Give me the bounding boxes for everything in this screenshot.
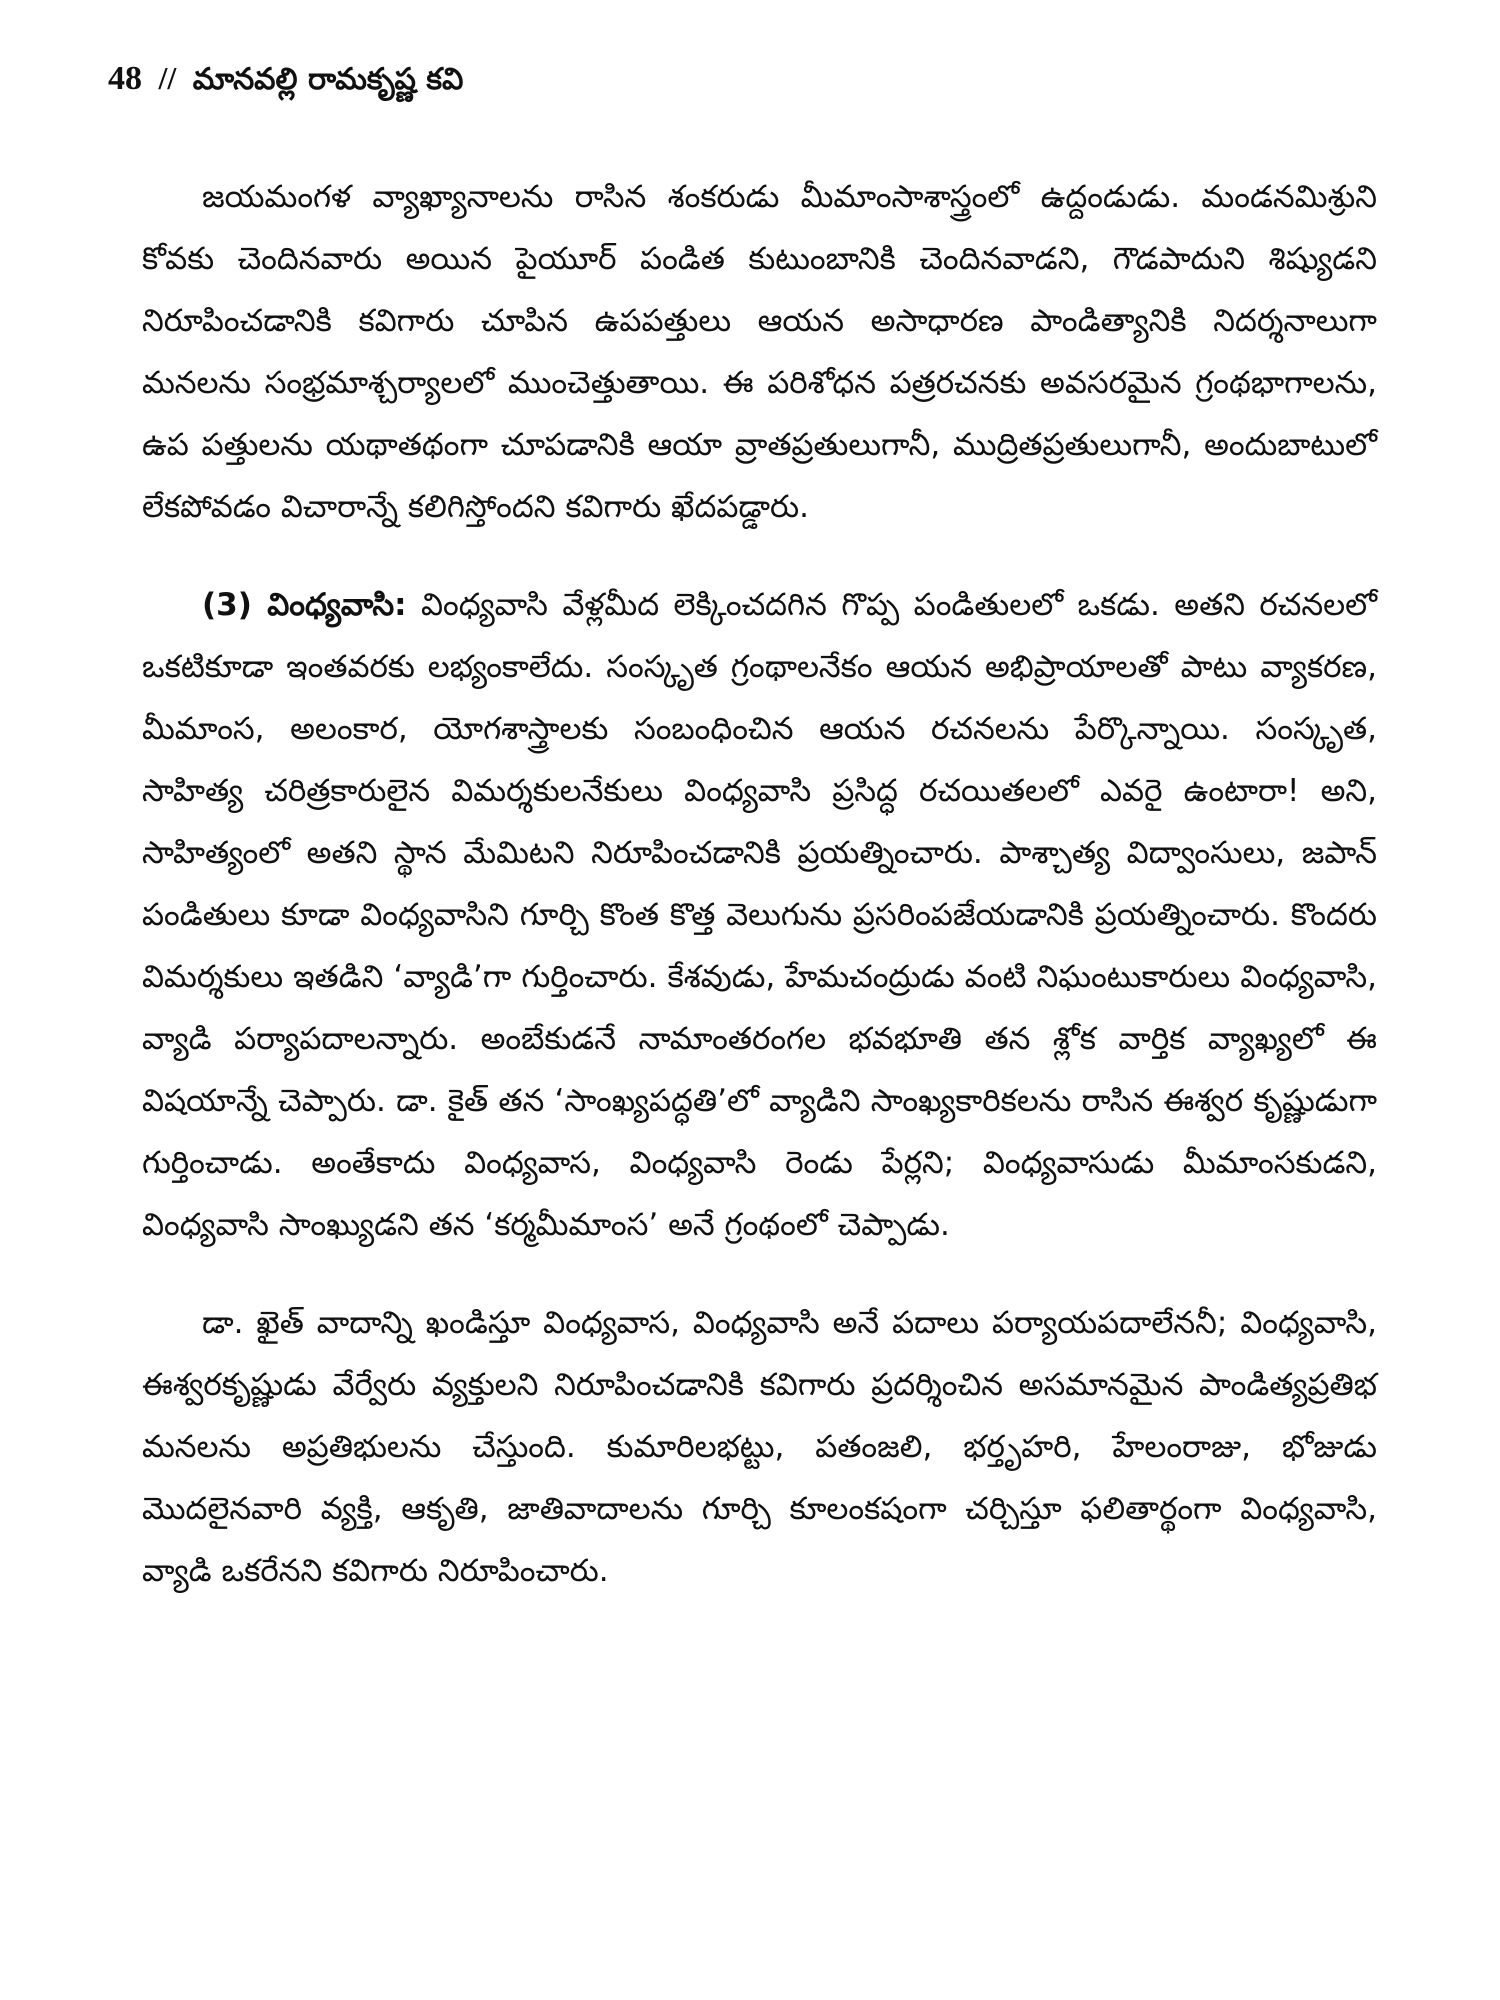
section-heading-vindhyavasi: (3) వింధ్యవాసి: [202, 587, 407, 623]
paragraph-2 [142, 574, 1377, 1256]
paragraph-1 [142, 166, 1377, 538]
paragraph-1-text: జయమంగళ వ్యాఖ్యానాలను రాసిన శంకరుడు మీమాంసాశాస్త్రంలో ఉద్దండుడు. మండనమిశ్రుని కోవకు చెందినవారు అయిన పైయూర్ పండిత కుటుంబానికి చెందినవాడని, గౌడపాదుని శిష్యుడని నిరూపించడానికి కవిగారు చూపిన ఉపపత్తులు ఆయన అసాధారణ పాండిత్యానికి నిదర్శనాలుగా మనలను సంభ్రమాశ్చర్యాలలో ముంచెత్తుతాయి. ఈ పరిశోధన పత్రరచనకు అవసరమైన గ్రంథభాగాలను, ఉప పత్తులను యథాతథంగా చూపడానికి ఆయా వ్రాతప్రతులుగానీ, ముద్రితప్రతులుగానీ, అందుబాటులో లేకపోవడం విచారాన్నే కలిగిస్తోందని కవిగారు ఖేదపడ్డారు. [142, 179, 1377, 525]
paragraph-3-text: డా. ఖైత్ వాదాన్ని ఖండిస్తూ వింధ్యవాస, వింధ్యవాసి అనే పదాలు పర్యాయపదాలేననీ; వింధ్యవాసి, ఈశ్వరకృష్ణుడు వేర్వేరు వ్యక్తులని నిరూపించడానికి కవిగారు ప్రదర్శించిన అసమానమైన పాండిత్యప్రతిభ మనలను అప్రతిభులను చేస్తుంది. కుమారిలభట్టు, పతంజలి, భర్తృహరి, హేలంరాజు, భోజుడు మొదలైనవారి వ్యక్తి, ఆకృతి, జాతివాదాలను గూర్చి కూలంకషంగా చర్చిస్తూ ఫలితార్థంగా వింధ్యవాసి, వ్యాడి ఒకరేనని కవిగారు నిరూపించారు. [142, 1305, 1377, 1589]
paragraph-2-text: వింధ్యవాసి వేళ్లమీద లెక్కించదగిన గొప్ప పండితులలో ఒకడు. అతని రచనలలో ఒకటికూడా ఇంతవరకు లభ్యంకాలేదు. సంస్కృత గ్రంథాలనేకం ఆయన అభిప్రాయాలతో పాటు వ్యాకరణ, మీమాంస, అలంకార, యోగశాస్త్రాలకు సంబంధించిన ఆయన రచనలను పేర్కొన్నాయి. సంస్కృత, సాహిత్య చరిత్రకారులైన విమర్శకులనేకులు వింధ్యవాసి ప్రసిద్ధ రచయితలలో ఎవరై ఉంటారా! అని, సాహిత్యంలో అతని స్థాన మేమిటని నిరూపించడానికి ప్రయత్నించారు. పాశ్చాత్య విద్వాంసులు, జపాన్ పండితులు కూడా వింధ్యవాసిని గూర్చి కొంత కొత్త వెలుగును ప్రసరింపజేయడానికి ప్రయత్నించారు. కొందరు విమర్శకులు ఇతడిని ‘వ్యాడి’గా గుర్తించారు. కేశవుడు, హేమచంద్రుడు వంటి నిఘంటుకారులు వింధ్యవాసి, వ్యాడి పర్యాపదాలన్నారు. అంబేకుడనే నామాంతరంగల భవభూతి తన శ్లోక వార్తిక వ్యాఖ్యలో ఈ విషయాన్నే చెప్పారు. డా. కైత్ తన ‘సాంఖ్యపద్ధతి’లో వ్యాడిని సాంఖ్యకారికలను రాసిన ఈశ్వర కృష్ణుడుగా గుర్తించాడు. అంతేకాదు వింధ్యవాస, వింధ్యవాసి రెండు పేర్లని; వింధ్యవాసుడు మీమాంసకుడని, వింధ్యవాసి సాంఖ్యుడని తన ‘కర్మమీమాంస’ అనే గ్రంథంలో చెప్పాడు. [142, 587, 1377, 1243]
header-separator: // [158, 60, 177, 96]
running-header [108, 56, 463, 102]
body-text [142, 166, 1377, 1602]
page-number: 48 [108, 60, 142, 97]
running-title: మానవల్లి రామకృష్ణ కవి [192, 62, 464, 97]
paragraph-3 [142, 1292, 1377, 1602]
